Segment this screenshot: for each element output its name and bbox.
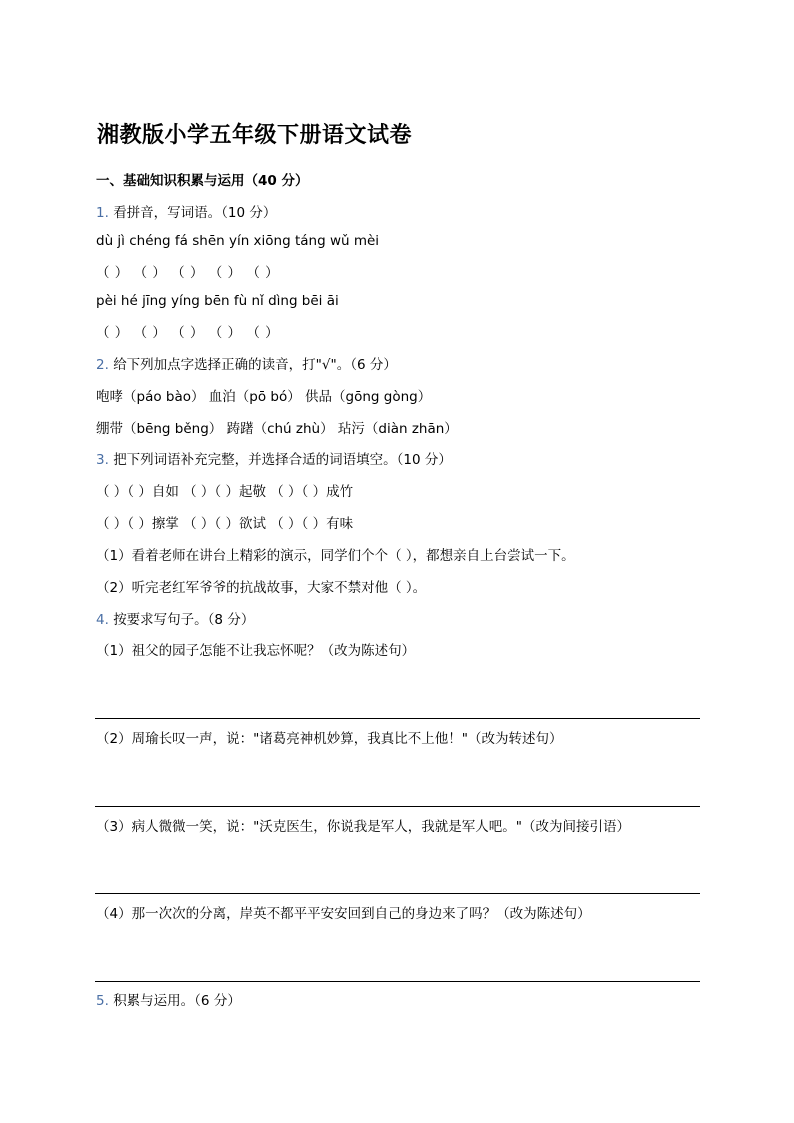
rewrite-sentence-1: （1）祖父的园子怎能不让我忘怀呢？（改为陈述句）	[96, 643, 416, 659]
rewrite-sentence-4: （4）那一次次的分离，岸英不都平平安安回到自己的身边来了吗？（改为陈述句）	[96, 906, 591, 922]
question-text: 给下列加点字选择正确的读音，打"√"。（6 分）	[113, 357, 397, 373]
answer-brackets-2: （ ） （ ） （ ） （ ） （ ）	[96, 325, 280, 341]
reading-row-2: 绷带（bēng běng） 踌躇（chú zhù） 玷污（diàn zhān）	[96, 421, 458, 437]
reading-row-1: 咆哮（páo bào） 血泊（pō bó） 供品（gōng gòng）	[96, 389, 432, 405]
idiom-row-2: （ ）（ ）擦掌 （ ）（ ）欲试 （ ）（ ）有味	[96, 516, 354, 532]
question-text: 按要求写句子。（8 分）	[113, 612, 255, 628]
question-2	[96, 353, 397, 373]
question-3	[96, 448, 452, 468]
question-number: 3.	[96, 452, 109, 468]
page-title: 湘教版小学五年级下册语文试卷	[97, 123, 413, 148]
question-4	[96, 608, 254, 628]
section-heading: 一、基础知识积累与运用（40 分）	[96, 173, 309, 189]
question-number: 5.	[96, 993, 109, 1009]
idiom-row-1: （ ）（ ）自如 （ ）（ ）起敬 （ ）（ ）成竹	[96, 484, 354, 500]
answer-line-1	[95, 718, 700, 719]
fill-sentence-2: （2）听完老红军爷爷的抗战故事，大家不禁对他（ ）。	[96, 580, 427, 596]
question-number: 4.	[96, 612, 109, 628]
question-1	[96, 201, 276, 221]
fill-sentence-1: （1）看着老师在讲台上精彩的演示，同学们个个（ ），都想亲自上台尝试一下。	[96, 548, 575, 564]
question-text: 看拼音，写词语。（10 分）	[113, 205, 277, 221]
answer-line-3	[95, 893, 700, 894]
answer-brackets-1: （ ） （ ） （ ） （ ） （ ）	[96, 265, 280, 281]
rewrite-sentence-3: （3）病人微微一笑，说："沃克医生，你说我是军人，我就是军人吧。"（改为间接引语）	[96, 819, 631, 835]
rewrite-sentence-2: （2）周瑜长叹一声，说："诸葛亮神机妙算，我真比不上他！"（改为转述句）	[96, 731, 563, 747]
question-number: 1.	[96, 205, 109, 221]
pinyin-row-1: dù jì chéng fá shēn yín xiōng táng wǔ mèi	[96, 233, 380, 249]
question-number: 2.	[96, 357, 109, 373]
answer-line-2	[95, 806, 700, 807]
question-text: 积累与运用。（6 分）	[113, 993, 241, 1009]
answer-line-4	[95, 981, 700, 982]
pinyin-row-2: pèi hé jīng yíng bēn fù nǐ dìng bēi āi	[96, 293, 339, 309]
question-text: 把下列词语补充完整，并选择合适的词语填空。（10 分）	[113, 452, 452, 468]
question-5	[96, 989, 241, 1009]
